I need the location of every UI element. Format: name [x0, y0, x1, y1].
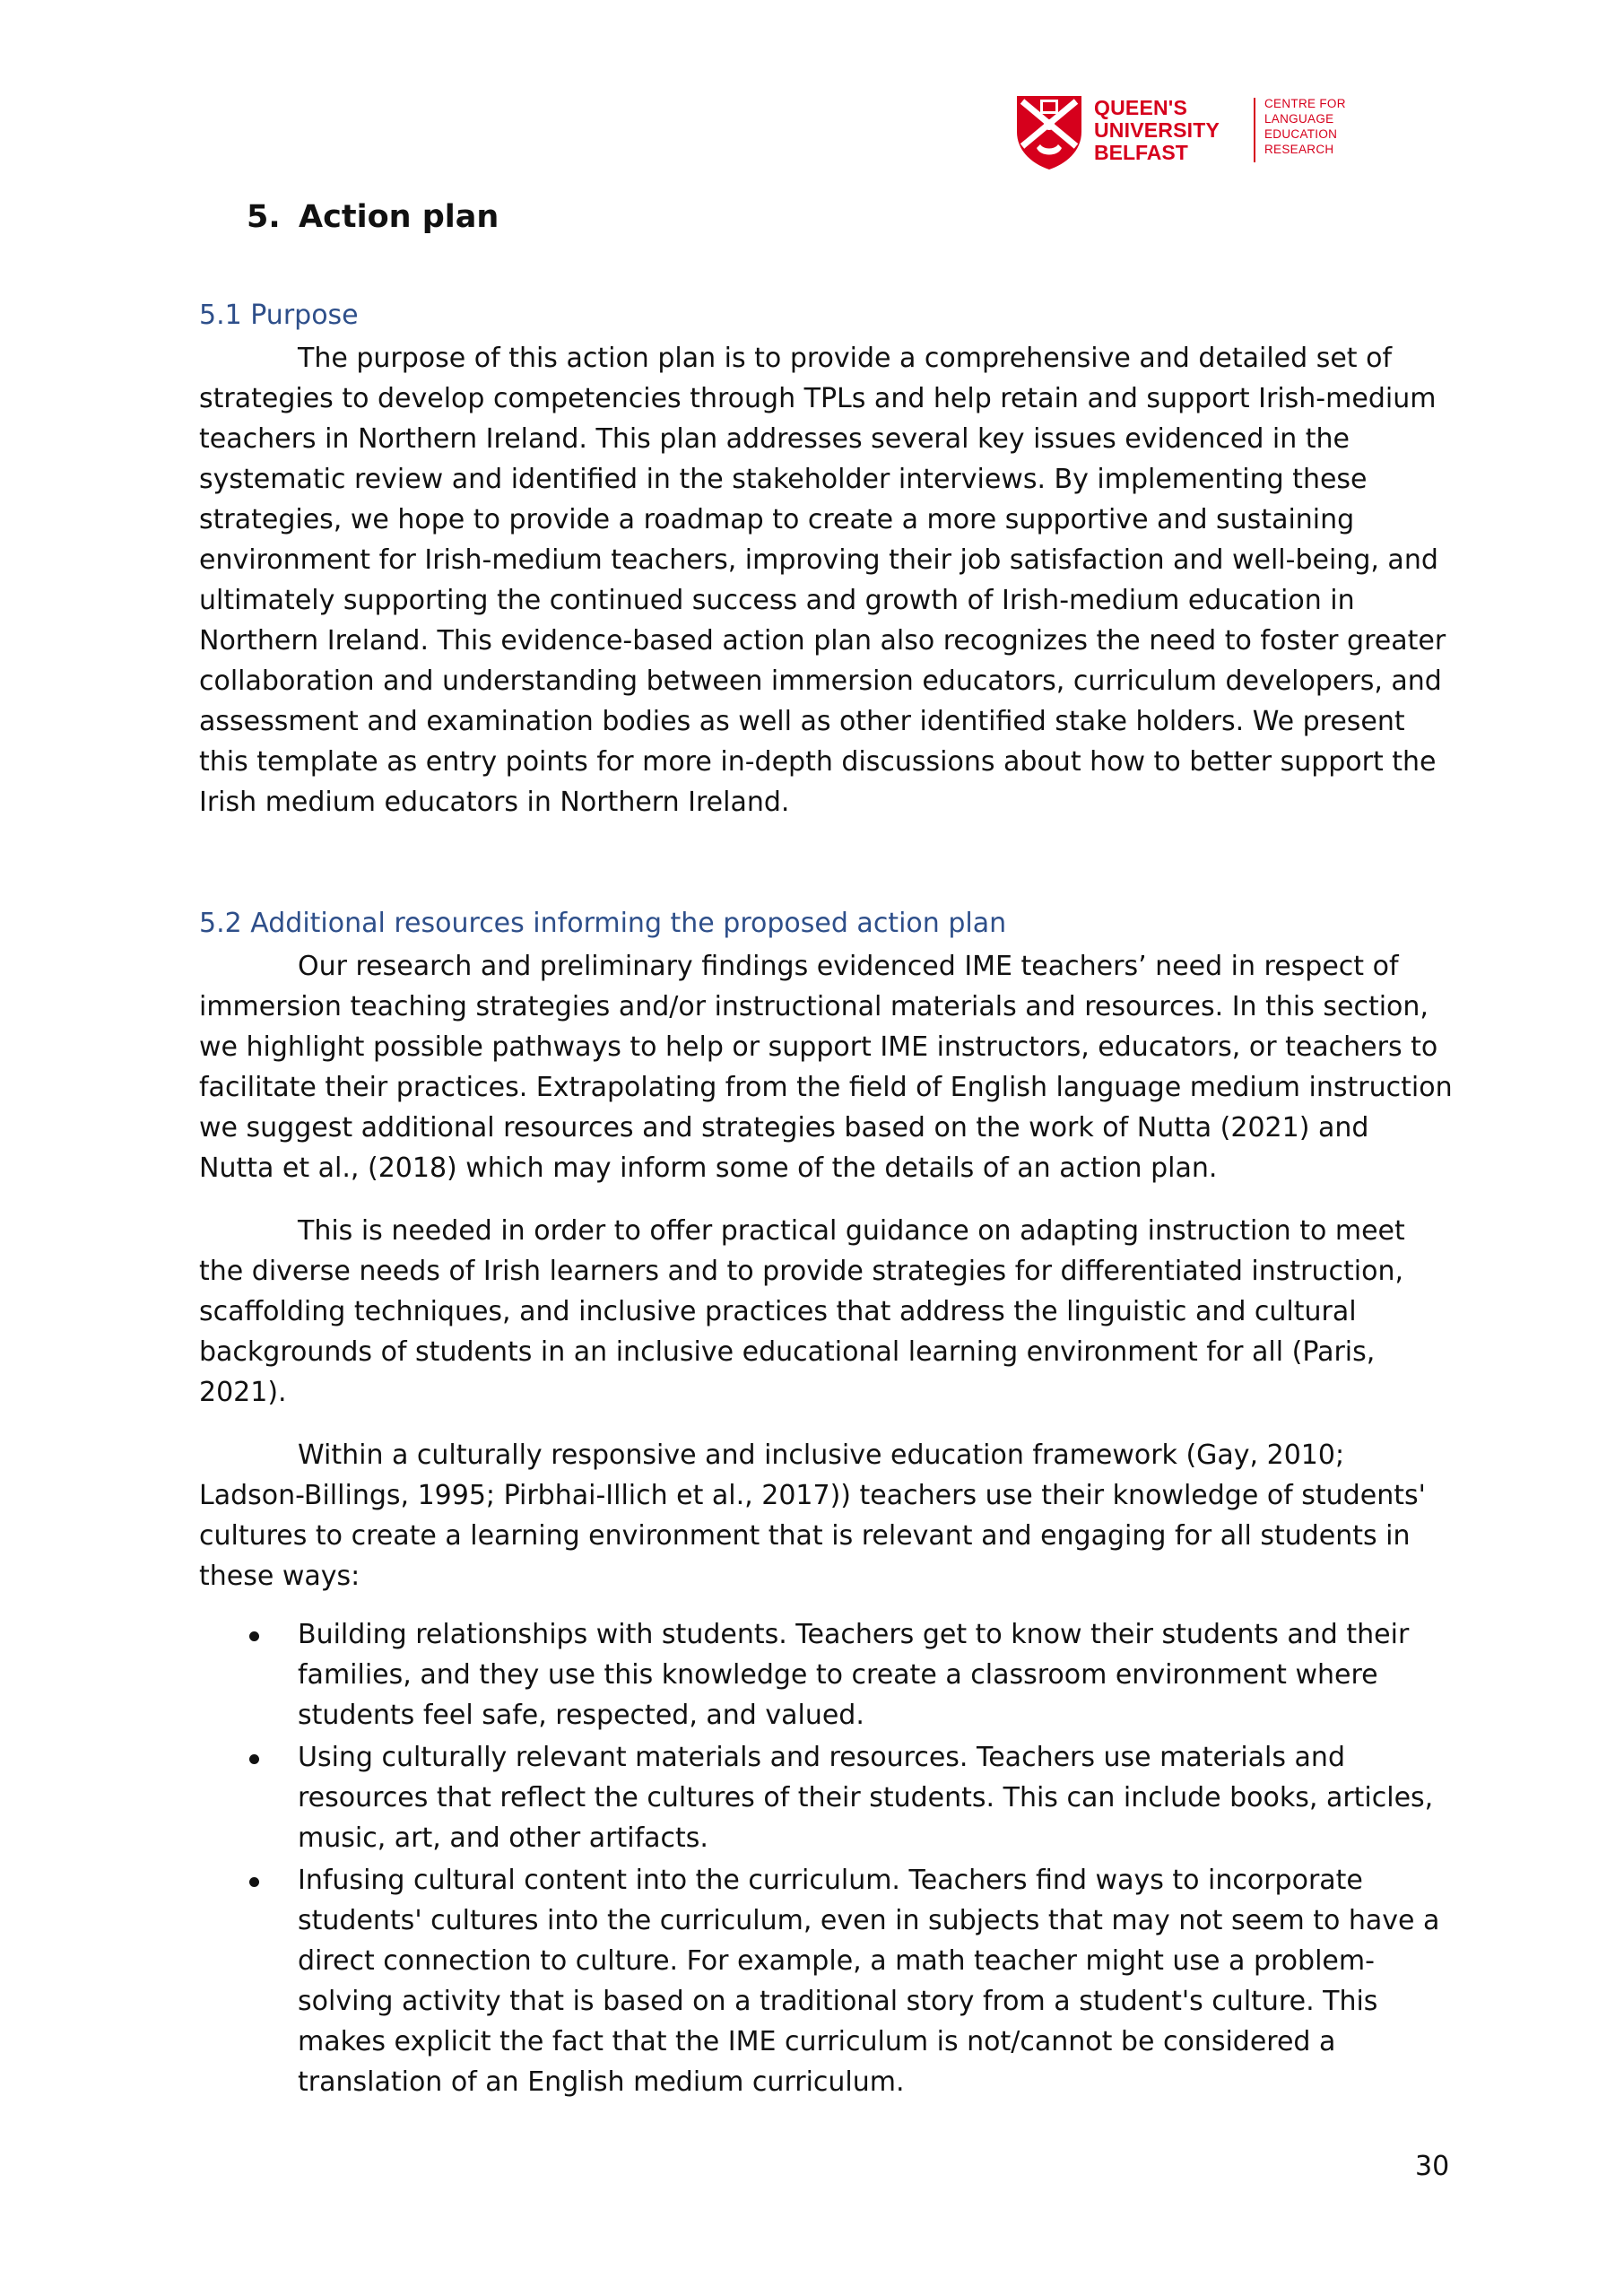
centre-line: EDUCATION: [1264, 127, 1338, 141]
text-line: The purpose of this action plan is to provide a comprehensive and detailed set of: [298, 343, 1393, 374]
text-line: the diverse needs of Irish learners and to provide strategies for differentiated instruction,: [199, 1256, 1404, 1287]
text-line: assessment and examination bodies as well as other identified stake holders. We present: [199, 706, 1405, 737]
paragraph-purpose: [199, 338, 1455, 822]
text-line: Irish medium educators in Northern Ireland.: [199, 787, 790, 818]
text-line: Within a culturally responsive and inclusive education framework (Gay, 2010;: [298, 1439, 1345, 1471]
text-line: families, and they use this knowledge to create a classroom environment where: [298, 1659, 1378, 1691]
wordmark-line: QUEEN'S: [1094, 96, 1188, 119]
subsection-heading-purpose: 5.1 Purpose: [199, 300, 359, 331]
paragraph-guidance: [199, 1211, 1455, 1413]
bullet-icon: [249, 1754, 259, 1764]
text-line: Building relationships with students. Teachers get to know their students and their: [298, 1619, 1410, 1650]
text-line: cultures to create a learning environment that is relevant and engaging for all students in: [199, 1520, 1411, 1552]
text-line: we suggest additional resources and strategies based on the work of Nutta (2021) and: [199, 1112, 1369, 1144]
text-line: Our research and preliminary findings evidenced IME teachers’ need in respect of: [298, 951, 1399, 982]
university-crest-icon: [1013, 92, 1085, 171]
text-line: backgrounds of students in an inclusive educational learning environment for all (Paris,: [199, 1336, 1376, 1368]
text-line: students feel safe, respected, and valued.: [298, 1700, 864, 1731]
text-line: systematic review and identified in the stakeholder interviews. By implementing these: [199, 464, 1368, 495]
university-wordmark: [1094, 97, 1220, 164]
text-line: ultimately supporting the continued success and growth of Irish-medium education in: [199, 585, 1355, 616]
text-line: makes explicit the fact that the IME curriculum is not/cannot be considered a: [298, 2026, 1336, 2057]
text-line: immersion teaching strategies and/or instructional materials and resources. In this section,: [199, 991, 1429, 1022]
subsection-heading-resources: 5.2 Additional resources informing the proposed action plan: [199, 908, 1007, 939]
text-line: Ladson-Billings, 1995; Pirbhai-Illich et al., 2017)) teachers use their knowledge of students': [199, 1480, 1426, 1511]
text-line: direct connection to culture. For example, a math teacher might use a problem-: [298, 1945, 1375, 1977]
paragraph-research: [199, 946, 1455, 1188]
text-line: these ways:: [199, 1561, 360, 1592]
text-line: students' cultures into the curriculum, even in subjects that may not seem to have a: [298, 1905, 1440, 1936]
text-line: collaboration and understanding between immersion educators, curriculum developers, and: [199, 665, 1442, 697]
wordmark-line: BELFAST: [1094, 141, 1188, 164]
logo-divider: [1254, 98, 1255, 162]
text-line: 2021).: [199, 1377, 287, 1408]
text-line: we highlight possible pathways to help or support IME instructors, educators, or teachers to: [199, 1031, 1438, 1063]
section-number: 5.: [247, 199, 281, 235]
wordmark-line: UNIVERSITY: [1094, 118, 1220, 142]
centre-line: CENTRE FOR: [1264, 97, 1346, 110]
text-line: Northern Ireland. This evidence-based action plan also recognizes the need to foster greater: [199, 625, 1446, 657]
text-line: Nutta et al., (2018) which may inform some of the details of an action plan.: [199, 1152, 1218, 1184]
bullet-icon: [249, 1877, 259, 1887]
section-title: Action plan: [299, 199, 499, 235]
text-line: Using culturally relevant materials and resources. Teachers use materials and: [298, 1742, 1345, 1773]
text-line: strategies to develop competencies through TPLs and help retain and support Irish-medium: [199, 383, 1437, 414]
centre-wordmark: [1264, 96, 1346, 157]
text-line: solving activity that is based on a traditional story from a student's culture. This: [298, 1986, 1378, 2017]
section-heading: [247, 199, 499, 235]
centre-line: RESEARCH: [1264, 143, 1334, 156]
list-item: [199, 1614, 1455, 1735]
bullet-list: [199, 1614, 1455, 2104]
header-logo: [1013, 92, 1363, 173]
text-line: translation of an English medium curriculum.: [298, 2066, 905, 2098]
list-item: [199, 1860, 1455, 2102]
text-line: this template as entry points for more in-depth discussions about how to better support the: [199, 746, 1437, 778]
paragraph-framework: [199, 1435, 1455, 1596]
text-line: This is needed in order to offer practical guidance on adapting instruction to meet: [298, 1215, 1405, 1247]
text-line: scaffolding techniques, and inclusive practices that address the linguistic and cultural: [199, 1296, 1357, 1327]
list-item: [199, 1737, 1455, 1858]
text-line: strategies, we hope to provide a roadmap to create a more supportive and sustaining: [199, 504, 1355, 535]
text-line: music, art, and other artifacts.: [298, 1822, 708, 1854]
text-line: Infusing cultural content into the curriculum. Teachers find ways to incorporate: [298, 1865, 1363, 1896]
text-line: teachers in Northern Ireland. This plan addresses several key issues evidenced in the: [199, 423, 1350, 455]
centre-line: LANGUAGE: [1264, 112, 1334, 126]
page-number: 30: [1415, 2151, 1450, 2182]
text-line: environment for Irish-medium teachers, improving their job satisfaction and well-being, and: [199, 544, 1438, 576]
text-line: resources that reflect the cultures of their students. This can include books, articles,: [298, 1782, 1434, 1813]
bullet-icon: [249, 1631, 259, 1641]
text-line: facilitate their practices. Extrapolating from the field of English language medium instruction: [199, 1072, 1453, 1103]
